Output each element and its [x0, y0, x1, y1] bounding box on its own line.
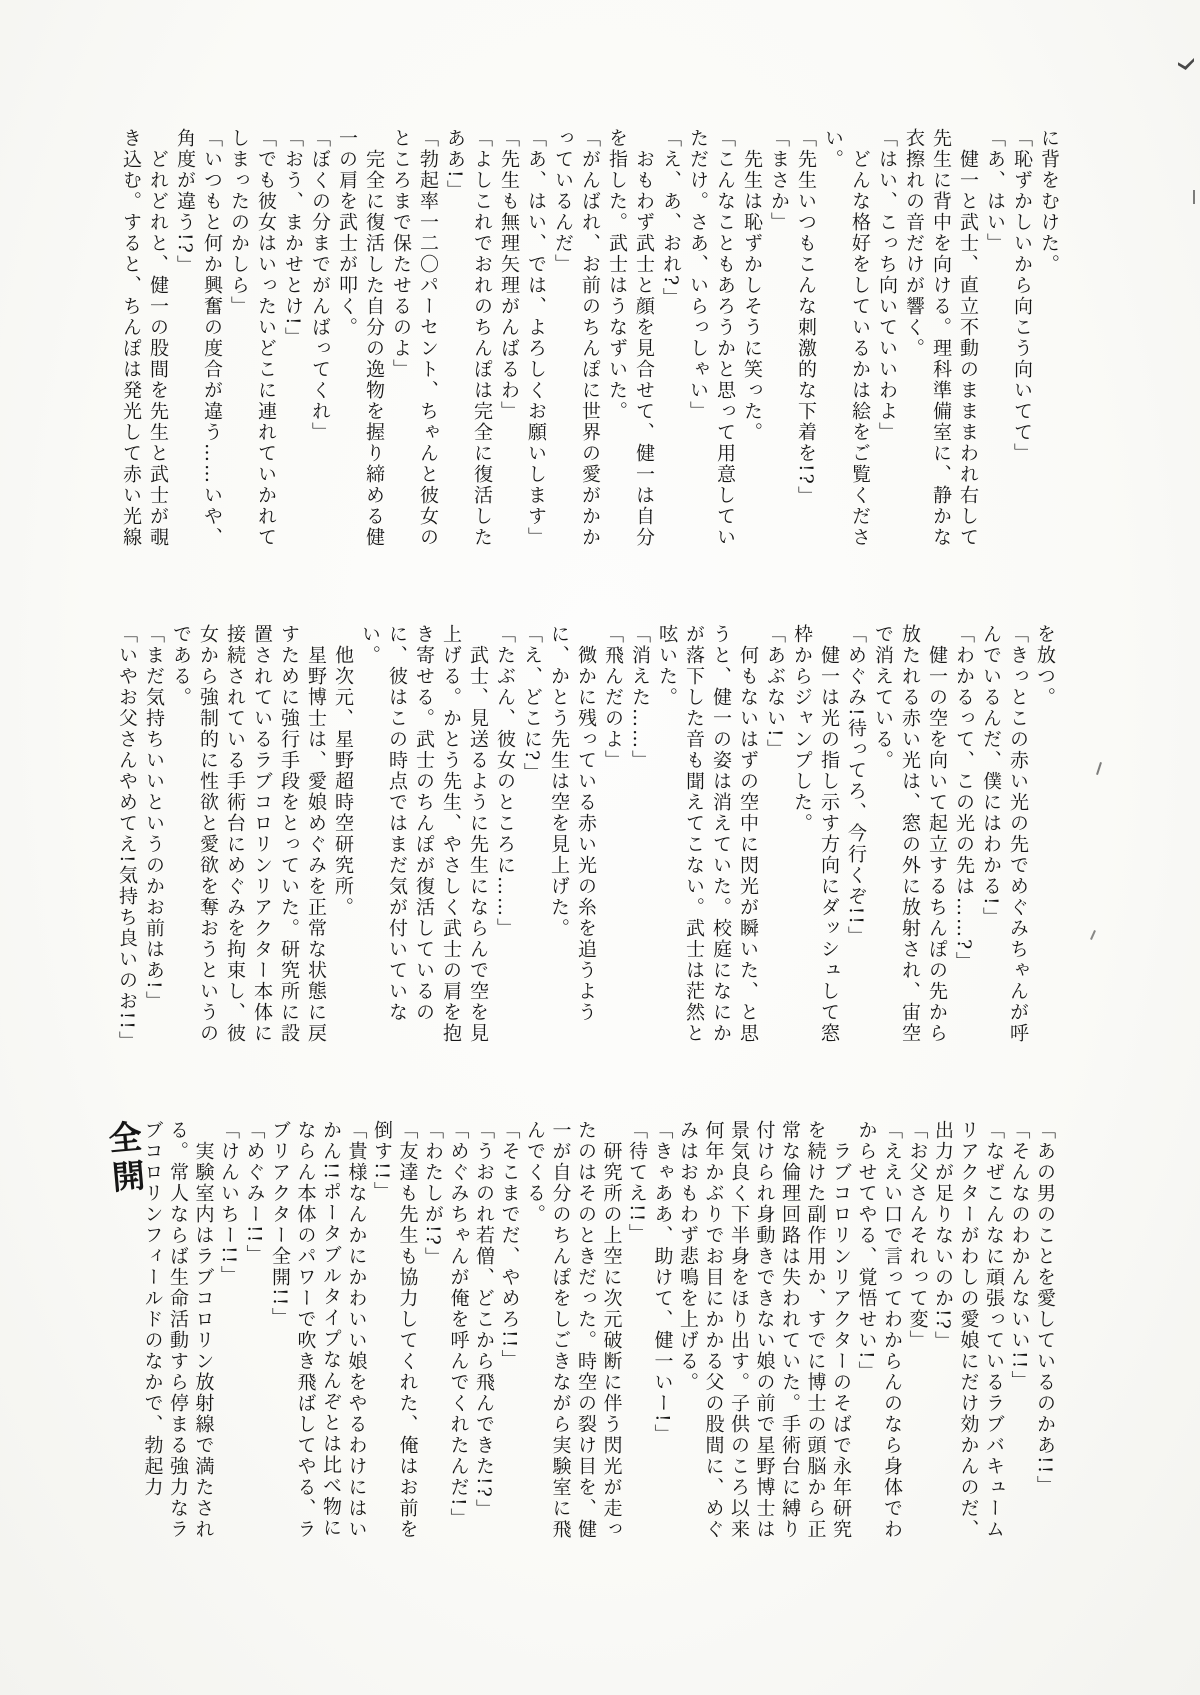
paragraph: 完全に復活した自分の逸物を握り締める健一の肩を武士が叩く。 — [336, 128, 385, 548]
paragraph: 健一の空を向いて起立するちんぽの先から放たれる赤い光は、窓の外に放射され、宙空で消えている。 — [872, 624, 948, 1044]
paragraph: 「わかるって、この光の先は……?」 — [953, 624, 975, 973]
paragraph: 「うおのれ若僧、どこから飛んできた!?」 — [473, 1120, 495, 1520]
paragraph: 「たぶん、彼女のところに……」 — [494, 624, 516, 939]
paragraph: 「なぜこんなに頑張っているラブバキュームリアクターがわしの愛娘にだけ効かんのだ、出力が足りないのか!?」 — [932, 1120, 1005, 1540]
paragraph: 何もないはずの空中に閃光が瞬いた、と思うと、健一の姿は消えていた。校庭になにかが落下した音も聞えてこない。武士は茫然と呟いた。 — [656, 624, 759, 1044]
paragraph: 「めぐみちゃんが俺を呼んでくれたんだ!」 — [447, 1120, 470, 1529]
text-block-middle — [113, 624, 1058, 1052]
paragraph: 「待てえ!!」 — [626, 1120, 648, 1245]
paragraph: を放つ。 — [1034, 624, 1056, 708]
paragraph: 「消えた……」 — [629, 624, 651, 771]
paragraph: 「え、どこに?」 — [521, 624, 543, 784]
paragraph: 健一と武士、直立不動のまままわれ右して先生に背中を向ける。理科準備室に、静かな衣擦れの音だけが響く。 — [903, 128, 979, 548]
paragraph: 「そこまでだ、やめろ!!」 — [498, 1120, 521, 1371]
paragraph: 健一は光の指し示す方向にダッシュして窓枠からジャンプした。 — [791, 624, 840, 1044]
paragraph: 他次元、星野超時空研究所。 — [332, 624, 354, 918]
paragraph: 「いつもと何か興奮の度合が違う……いや、角度が違う!?」 — [174, 128, 223, 548]
paragraph: 星野博士は、愛娘めぐみを正常な状態に戻すために強行手段をとっていた。研究所に設置されているラブコロリンリアクター本体に接続されている手術台にめぐみを拘束し、彼女から強制的に性欲と愛欲を奪おうというのである。 — [170, 624, 327, 1044]
paragraph: 「きっとこの赤い光の先でめぐみちゃんが呼んでいるんだ、僕にはわかる!」 — [980, 624, 1029, 1044]
paragraph: 先生は恥ずかしそうに笑った。 — [741, 128, 763, 443]
paragraph: ラブコロリンリアクターのそばで永年研究を続けた副作用か、すでに博士の頭脳から正常な倫理回路は失われていた。手術台に縛り付けられ身動きできない娘の前で星野博士は景気良く下半身をほり出す。子供のころ以来何年かぶりでお目にかかる父の股間に、めぐみはおもわず悲鳴を上げる。 — [677, 1120, 852, 1540]
scan-artifact-mark — [1178, 58, 1194, 70]
text-block-top — [117, 128, 1062, 550]
paragraph: 「はい、こっち向いていいわよ」 — [876, 128, 898, 443]
paragraph: 「え、あ、おれ?」 — [660, 128, 682, 309]
paragraph-text: 実験室内はラブコロリン放射線で満たされる。常人ならば生命活動すら停まる強力なラブコロリンフィールドのなかで、勃起力 — [141, 1120, 215, 1540]
paragraph: 「恥ずかしいから向こう向いてて」 — [1011, 128, 1033, 464]
scan-artifact-slash — [1096, 762, 1102, 775]
paragraph: 「まさか」 — [768, 128, 790, 233]
paragraph: 「お父さんそれって変」 — [906, 1120, 929, 1351]
paragraph: 「よしこれでおれのちんぽは完全に復活したああ!」 — [444, 128, 493, 548]
paragraph: 「おう、まかせとけ!」 — [282, 128, 304, 348]
paragraph: 「先生いつもこんな刺激的な下着を!?」 — [795, 128, 817, 507]
paragraph: 「めぐみー!!」 — [243, 1120, 266, 1266]
paragraph: 微かに残っている赤い光の糸を追うように、かとう先生は空を見上げた。 — [548, 624, 597, 1023]
paragraph: 「ええい口で言ってわからんのなら身体でわからせてやる、覚悟せい!」 — [855, 1120, 903, 1540]
scan-artifact-dash — [1193, 190, 1195, 204]
paragraph: 「わたしが!?」 — [422, 1120, 444, 1268]
paragraph: 「ぼくの分までがんばってくれ」 — [309, 128, 331, 443]
paragraph: に背をむけた。 — [1038, 128, 1060, 275]
paragraph: どんな格好をしているかは絵をご覧ください。 — [822, 128, 871, 548]
paragraph: 「まだ気持ちいいというのかお前はあ!」 — [143, 624, 165, 1012]
paragraph: 「あ、はい、では、よろしくお願いします」 — [525, 128, 547, 548]
paragraph: 「飛んだのよ」 — [602, 624, 624, 771]
handwritten-emphasis: 全開 — [101, 1118, 148, 1200]
paragraph: 武士、見送るように先生にならんで空を見上げる。かとう先生、やさしく武士の肩を抱き寄せる。武士のちんぽが復活しているのに、彼はこの時点ではまだ気が付いていない。 — [359, 624, 489, 1044]
text-block-bottom — [101, 1118, 1058, 1540]
paragraph: どれどれと、健一の股間を先生と武士が覗き込む。すると、ちんぽは発光して赤い光線 — [120, 128, 169, 548]
paragraph: おもわず武士と顔を見合せて、健一は自分を指した。武士はうなずいた。 — [606, 128, 655, 548]
paragraph: 「けんいちー!!」 — [218, 1120, 240, 1287]
paragraph: 「あぶない!」 — [764, 624, 786, 760]
paragraph: 「先生も無理矢理がんばるわ」 — [498, 128, 520, 422]
paragraph: 「きゃああ、助けて、健一いー!」 — [651, 1120, 674, 1445]
paragraph: 「貴様なんかにかわいい娘をやるわけにはいかん!!ポータブルタイプなんぞとは比べ物にならん本体のパワーで吹き飛ばしてやる、ラブリアクター全開!!」 — [269, 1120, 368, 1540]
paragraph: 「勃起率一二〇パーセント、ちゃんと彼女のところまで保たせるのよ」 — [390, 128, 439, 548]
paragraph: 「あ、はい」 — [984, 128, 1006, 254]
paragraph: 「でも彼女はいったいどこに連れていかれてしまったのかしら」 — [228, 128, 277, 548]
paragraph: 「友達も先生も協力してくれた、俺はお前を倒す!!」 — [371, 1120, 419, 1540]
paragraph: 「がんばれ、お前のちんぽに世界の愛がかかっているんだ」 — [552, 128, 601, 548]
paragraph: 「あの男のことを愛しているのかあ!!」 — [1034, 1120, 1056, 1497]
paragraph: 「いやお父さんやめてえ!気持ち良いのお!!」 — [116, 624, 138, 1052]
paragraph: 「めぐみ!待ってろ、今行くぞ!!」 — [845, 624, 867, 947]
paragraph: 研究所の上空に次元破断に伴う閃光が走ったのはそのときだった。時空の裂け目を、健一が自分のちんぽをしごきながら実験室に飛んでくる。 — [524, 1120, 623, 1540]
paragraph — [101, 1118, 216, 1540]
paragraph: 「こんなこともあろうかと思って用意していただけ。さあ、いらっしゃい」 — [687, 128, 736, 548]
paragraph: 「そんなのわかんないい!!」 — [1008, 1120, 1031, 1392]
scan-artifact-slash — [1090, 930, 1096, 940]
